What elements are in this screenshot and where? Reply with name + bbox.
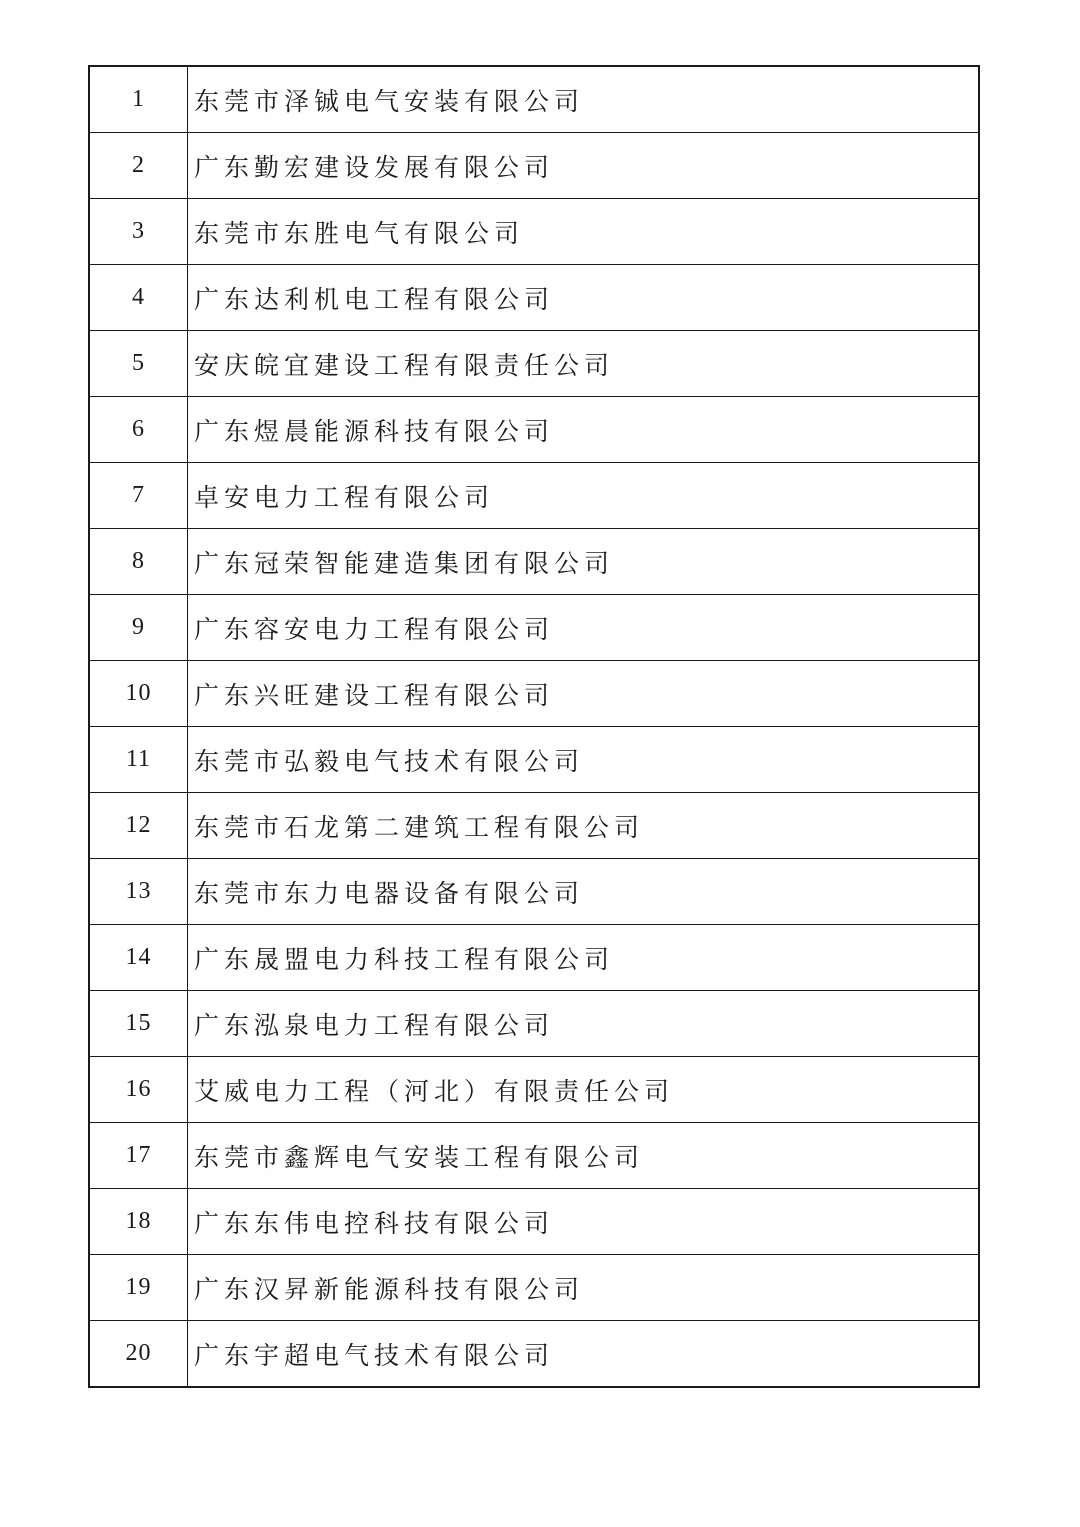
table-row — [89, 463, 979, 529]
row-number: 13 — [89, 859, 188, 925]
company-name: 东莞市石龙第二建筑工程有限公司 — [188, 793, 980, 859]
table-row — [89, 133, 979, 199]
row-number: 10 — [89, 661, 188, 727]
table-row — [89, 727, 979, 793]
company-name: 广东煜晨能源科技有限公司 — [188, 397, 980, 463]
company-name: 广东容安电力工程有限公司 — [188, 595, 980, 661]
company-name: 广东汉昇新能源科技有限公司 — [188, 1255, 980, 1321]
table-row — [89, 661, 979, 727]
company-name: 广东达利机电工程有限公司 — [188, 265, 980, 331]
table-row — [89, 66, 979, 133]
table-row — [89, 1057, 979, 1123]
row-number: 1 — [89, 66, 188, 133]
row-number: 5 — [89, 331, 188, 397]
table-row — [89, 1123, 979, 1189]
row-number: 4 — [89, 265, 188, 331]
row-number: 18 — [89, 1189, 188, 1255]
row-number: 2 — [89, 133, 188, 199]
company-name: 东莞市泽铖电气安装有限公司 — [188, 66, 980, 133]
company-name: 东莞市东胜电气有限公司 — [188, 199, 980, 265]
table-row — [89, 595, 979, 661]
row-number: 6 — [89, 397, 188, 463]
table-row — [89, 331, 979, 397]
row-number: 3 — [89, 199, 188, 265]
company-name: 广东泓泉电力工程有限公司 — [188, 991, 980, 1057]
company-name: 广东宇超电气技术有限公司 — [188, 1321, 980, 1388]
row-number: 20 — [89, 1321, 188, 1388]
company-name: 广东兴旺建设工程有限公司 — [188, 661, 980, 727]
row-number: 17 — [89, 1123, 188, 1189]
table-row — [89, 859, 979, 925]
table-row — [89, 925, 979, 991]
table-row — [89, 199, 979, 265]
company-name: 卓安电力工程有限公司 — [188, 463, 980, 529]
row-number: 19 — [89, 1255, 188, 1321]
row-number: 11 — [89, 727, 188, 793]
table-row — [89, 1189, 979, 1255]
row-number: 14 — [89, 925, 188, 991]
row-number: 12 — [89, 793, 188, 859]
table-row — [89, 529, 979, 595]
row-number: 9 — [89, 595, 188, 661]
table-row — [89, 1255, 979, 1321]
company-name: 广东勤宏建设发展有限公司 — [188, 133, 980, 199]
table-row — [89, 1321, 979, 1388]
table-row — [89, 793, 979, 859]
company-name: 艾威电力工程（河北）有限责任公司 — [188, 1057, 980, 1123]
row-number: 15 — [89, 991, 188, 1057]
row-number: 7 — [89, 463, 188, 529]
row-number: 8 — [89, 529, 188, 595]
row-number: 16 — [89, 1057, 188, 1123]
company-name: 广东东伟电控科技有限公司 — [188, 1189, 980, 1255]
table-body — [89, 66, 979, 1387]
table-row — [89, 397, 979, 463]
company-name: 东莞市弘毅电气技术有限公司 — [188, 727, 980, 793]
company-name: 广东晟盟电力科技工程有限公司 — [188, 925, 980, 991]
company-name: 安庆皖宜建设工程有限责任公司 — [188, 331, 980, 397]
table-row — [89, 991, 979, 1057]
table-row — [89, 265, 979, 331]
company-name: 广东冠荣智能建造集团有限公司 — [188, 529, 980, 595]
company-list-table — [88, 65, 980, 1388]
company-name: 东莞市鑫辉电气安装工程有限公司 — [188, 1123, 980, 1189]
company-name: 东莞市东力电器设备有限公司 — [188, 859, 980, 925]
